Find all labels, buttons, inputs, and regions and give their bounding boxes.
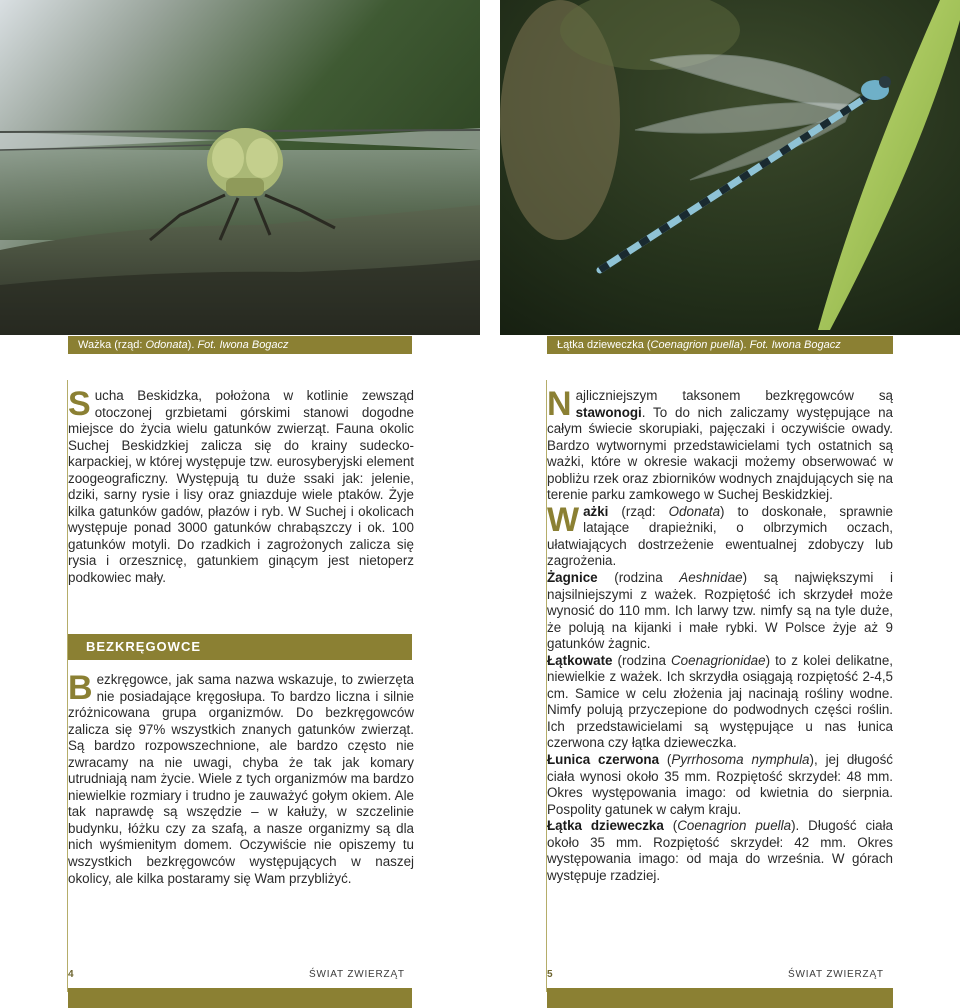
coenagrionidae-taxon: Coenagrionidae	[671, 652, 766, 668]
caption-left-credit: Fot. Iwona Bogacz	[197, 339, 289, 351]
right-column	[547, 385, 893, 884]
pyrrhosoma-bold: Łunica czerwona	[547, 752, 660, 768]
coenagrion-taxon: Coenagrion puella	[677, 818, 792, 834]
coenagrion-text-a: (	[663, 818, 678, 834]
coenagrion-bold: Łątka dzieweczka	[547, 818, 664, 834]
caption-right-taxon: Coenagrion puella	[650, 339, 740, 351]
caption-left-prefix: Ważka (rząd:	[78, 339, 146, 351]
pyrrhosoma-text-b: ), jej długość ciała wynosi około 35 mm. Rozpiętość skrzydeł: 48 mm. Okres występowania imago: od kwietnia do sierpnia. Pospolity gatunek w całym kraju.	[547, 752, 893, 817]
right-footer-bar	[547, 988, 893, 1008]
right-running-title: ŚWIAT ZWIERZĄT	[788, 969, 884, 980]
left-running-title: ŚWIAT ZWIERZĄT	[309, 969, 405, 980]
left-footer-bar	[68, 988, 412, 1008]
aeshnidae-bold: Żagnice	[547, 570, 598, 586]
arthropods-text-a: ajliczniejszym taksonem bezkręgowców są	[575, 388, 893, 403]
right-page-number: 5	[547, 969, 553, 980]
dragonflies-taxon: Odonata	[668, 503, 721, 519]
caption-right-prefix: Łątka dzieweczka (	[557, 339, 651, 351]
intro-paragraph	[68, 385, 414, 587]
arthropods-dropcap: N	[547, 385, 572, 423]
dragonflies-bold: ażki	[583, 503, 609, 519]
left-page-number: 4	[68, 969, 74, 980]
aeshnidae-text-a: (rodzina	[597, 570, 680, 586]
coenagrionidae-paragraph	[547, 653, 893, 752]
coenagrionidae-bold: Łątkowate	[547, 652, 613, 668]
dragonfly-image	[0, 0, 480, 335]
aeshnidae-paragraph	[547, 570, 893, 653]
arthropods-text-b: . To do nich zaliczamy występujące na całym świecie skorupiaki, pajęczaki i oczywiście owady. Bardzo wytwornymi przedstawicielami tych ostatnich są ważki, które w okresie wakacji możemy obserwować w pobliżu rzek oraz zbiorników wodnych znajdujących się na terenie parku zamkowego w Suchej Beskidzkiej.	[547, 404, 893, 503]
pyrrhosoma-taxon: Pyrrhosoma nymphula	[671, 752, 810, 768]
aeshnidae-taxon: Aeshnidae	[679, 570, 743, 586]
dragonflies-paragraph	[547, 500, 893, 570]
aeshnidae-text-b: ) są największymi i najsilniejszymi z ważek. Rozpiętość ich skrzydeł może wynosić do 110 mm. Ich larwy tzw. nimfy są na tyle duże, że polują na kijanki i małe rybki. W Polsce żyje aż 9 gatunków żagnic.	[547, 570, 893, 652]
coenagrionidae-text-a: (rodzina	[612, 652, 671, 668]
dragonfly-photo	[0, 0, 480, 335]
section-dropcap: B	[68, 669, 93, 707]
dragonflies-dropcap: W	[547, 500, 580, 539]
damselfly-photo	[500, 0, 960, 335]
invertebrates-paragraph	[68, 669, 414, 887]
arthropods-bold: stawonogi	[575, 404, 642, 420]
left-column	[68, 385, 414, 587]
photo-caption-right	[547, 336, 893, 354]
intro-text: ucha Beskidzka, położona w kotlinie zewsząd otoczonej grzbietami górskimi stanowi dogodne miejsce do życia wielu gatunków zwierząt. Fauna okolic Suchej Beskidzkiej zalicza się do krainy sudecko-karpackiej, w której występuje tzw. eurosyberyjski element zoogeograficzny. Występują tu duże ssaki jak: jelenie, dziki, sarny rysie i lisy oraz gniazduje wiele ptaków. Żyje kilka gatunków gadów, płazów i ryb. W Suchej i okolicach występuje ponad 3000 gatunków chrabąszczy i ok. 100 gatunków motyli. Do rzadkich i zagrożonych zalicza się rysia i orzesznicę, gatunkiem ginącym jest nietoperz podkowiec mały.	[68, 388, 414, 586]
coenagrionidae-text-b: ) to z kolei delikatne, niewielkie z ważek. Ich skrzydła osiągają rozpiętość 2-4,5 cm. Samice w celu złożenia jaj nacinają rośliny wodne. Nimfy polują przyczepione do podwodnych części roślin. Ich przedstawicielami są występujące u nas łunica czerwona czy łątka dzieweczka.	[547, 652, 893, 751]
section-text: ezkręgowce, jak sama nazwa wskazuje, to zwierzęta nie posiadające kręgosłupa. To bardzo liczna i silnie zróżnicowana grupa organizmów. Do bezkręgowców zalicza się 97% wszystkich znanych gatunków zwierząt. Są bardzo rozpowszechnione, ale bardzo często nie zwracamy na nie uwagi, chyba że tak jak komary utrudniają nam życie. Wiele z tych organizmów ma bardzo niewielkie rozmiary i trudno je zauważyć gołym okiem. Ale tak naprawdę są wszędzie – w kałuży, w szczelinie budynku, łóżku czy za szafą, a nasze organizmy są dla nich wyśmienitym domem. Oczywiście nie opiszemy tu wszystkich bezkręgowców występujących w naszej okolicy, ale kilka postaramy się Wam przybliżyć.	[68, 672, 414, 886]
invertebrates-column	[68, 669, 414, 887]
caption-left-suffix: ).	[187, 339, 198, 351]
coenagrion-paragraph	[547, 818, 893, 884]
dragonflies-text-a: (rząd:	[608, 503, 669, 519]
coenagrion-text-b: ). Długość ciała około 35 mm. Rozpiętość skrzydeł: 42 mm. Okres występowania imago: od maja do września. W górach występuje rzadziej.	[547, 818, 893, 883]
damselfly-image	[500, 0, 960, 335]
section-heading-bezkregowce: BEZKRĘGOWCE	[68, 634, 412, 660]
pyrrhosoma-text-a: (	[659, 752, 672, 768]
intro-dropcap: S	[68, 385, 91, 423]
pyrrhosoma-paragraph	[547, 752, 893, 818]
caption-right-suffix: ).	[739, 339, 750, 351]
caption-left-taxon: Odonata	[145, 339, 188, 351]
dragonflies-text-b: ) to doskonałe, sprawnie latające drapieżniki, o olbrzymich oczach, ułatwiających dostrzeżenie ewentualnej zdobyczy lub zagrożenia.	[547, 503, 893, 569]
photo-caption-left	[68, 336, 412, 354]
caption-right-credit: Fot. Iwona Bogacz	[749, 339, 841, 351]
arthropods-paragraph	[547, 385, 893, 504]
